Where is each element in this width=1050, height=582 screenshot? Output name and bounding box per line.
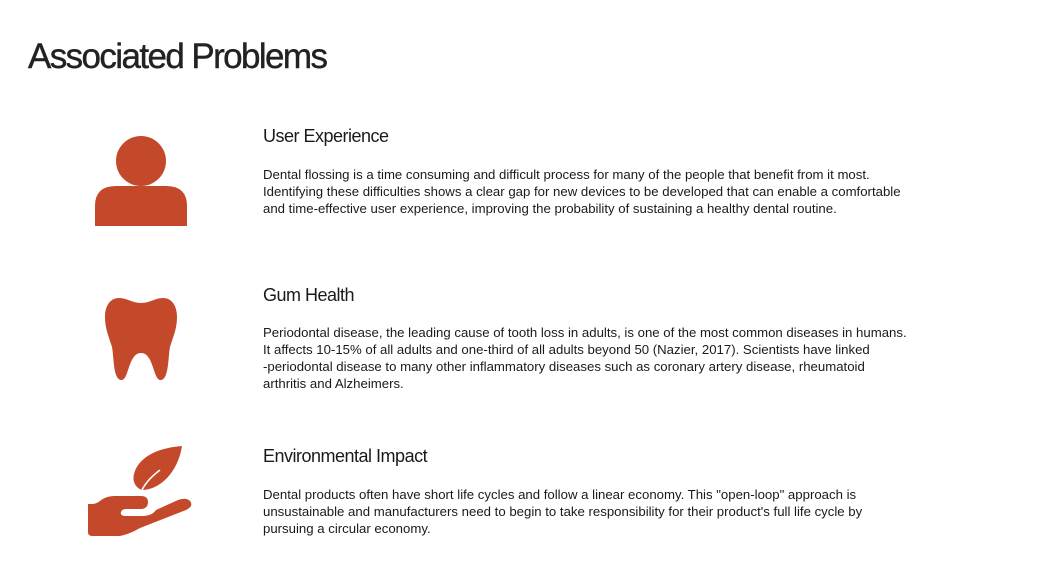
user-icon bbox=[94, 136, 190, 228]
body-line: It affects 10-15% of all adults and one-third of all adults beyond 50 (Nazier, 2017). Scientists have linked bbox=[263, 342, 870, 357]
body-line: unsustainable and manufacturers need to begin to take responsibility for their product's full life cycle by bbox=[263, 504, 863, 519]
section-body bbox=[263, 166, 963, 217]
body-line: and time-effective user experience, improving the probability of sustaining a healthy dental routine. bbox=[263, 201, 837, 216]
section-heading: User Experience bbox=[263, 126, 389, 146]
body-line: Dental products often have short life cycles and follow a linear economy. This "open-loop" approach is bbox=[263, 487, 857, 502]
hand-leaf-icon bbox=[86, 444, 196, 540]
body-line: pursuing a circular economy. bbox=[263, 521, 431, 536]
body-line: Dental flossing is a time consuming and difficult process for many of the people that benefit from it most. bbox=[263, 167, 870, 182]
section-heading: Environmental Impact bbox=[263, 446, 428, 466]
section-heading: Gum Health bbox=[263, 285, 355, 305]
body-line: arthritis and Alzheimers. bbox=[263, 376, 404, 391]
body-line: Identifying these difficulties shows a clear gap for new devices to be developed that can enable a comfortable bbox=[263, 184, 901, 199]
section-body bbox=[263, 486, 963, 537]
section-body bbox=[263, 324, 963, 392]
tooth-icon bbox=[104, 297, 178, 383]
page-title: Associated Problems bbox=[28, 37, 327, 76]
body-line: -periodontal disease to many other inflammatory diseases such as coronary artery disease, rheumatoid bbox=[263, 359, 865, 374]
body-line: Periodontal disease, the leading cause of tooth loss in adults, is one of the most common diseases in humans. bbox=[263, 325, 907, 340]
